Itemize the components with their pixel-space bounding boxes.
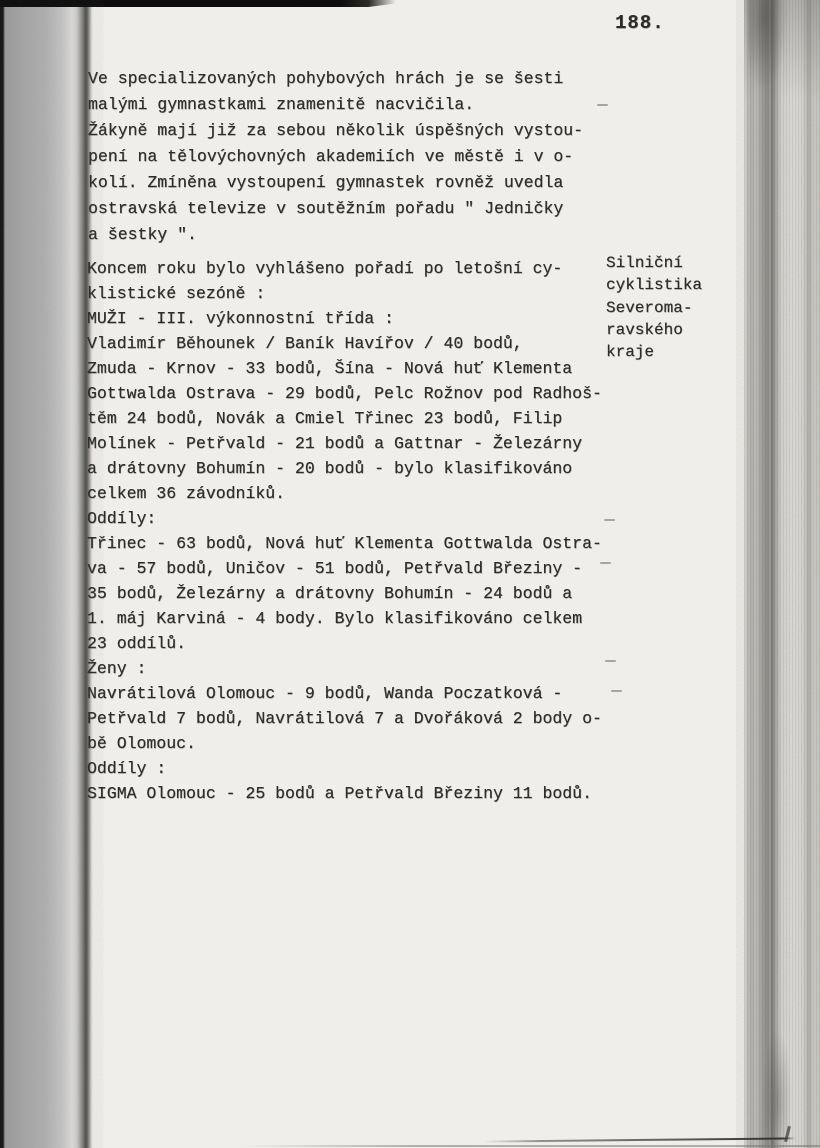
text-line: a drátovny Bohumín - 20 bodů - bylo klasifikováno	[87, 459, 573, 478]
text-line: Silniční	[606, 254, 683, 272]
text-line: klistické sezóně :	[87, 284, 266, 303]
text-line: bě Olomouc.	[87, 734, 196, 753]
text-line: těm 24 bodů, Novák a Cmiel Třinec 23 bodů, Filip	[87, 409, 563, 428]
text-line: Oddíly:	[87, 509, 157, 528]
text-line: Petřvald 7 bodů, Navrátilová 7 a Dvořáková 2 body o-	[87, 709, 602, 728]
text-line: Zmuda - Krnov - 33 bodů, Šína - Nová huť Klementa	[87, 359, 573, 378]
paragraph-gymnastics	[88, 66, 628, 248]
text-line: MUŽI - III. výkonnostní třída :	[87, 309, 394, 328]
text-line: Třinec - 63 bodů, Nová huť Klementa Gottwalda Ostra-	[87, 534, 602, 553]
text-line: 23 oddílů.	[87, 634, 187, 653]
text-line: Oddíly :	[87, 759, 167, 778]
text-line: 1. máj Karviná - 4 body. Bylo klasifikováno celkem	[87, 609, 583, 628]
text-line: Vladimír Běhounek / Baník Havířov / 40 bodů,	[87, 334, 523, 353]
text-line: Gottwalda Ostrava - 29 bodů, Pelc Rožnov pod Radhoš-	[87, 384, 602, 403]
text-line: a šestky ".	[88, 225, 197, 244]
page-edges-band	[744, 0, 820, 1148]
scan-artifact-bottom-edge	[240, 1145, 820, 1147]
text-line: ostravská televize v soutěžním pořadu " Jedničky	[88, 199, 564, 218]
text-line: kraje	[606, 343, 655, 362]
text-line: Navrátilová Olomouc - 9 bodů, Wanda Poczatková -	[87, 684, 563, 703]
text-line: Severoma-	[606, 298, 693, 317]
text-line: SIGMA Olomouc - 25 bodů a Petřvald Březiny 11 bodů.	[87, 784, 592, 803]
text-line: malými gymnastkami znamenitě nacvičila.	[88, 95, 475, 114]
text-line: va - 57 bodů, Uničov - 51 bodů, Petřvald Březiny -	[87, 559, 583, 578]
scan-edge-top-bar	[0, 0, 396, 7]
scan-smudge-top-right	[748, 0, 788, 90]
text-line: pení na tělovýchovných akademiích ve městě i v o-	[88, 147, 574, 166]
margin-note-silnicni-cyklistika	[606, 252, 736, 363]
text-line: Ženy :	[87, 659, 147, 678]
text-line: kolí. Zmíněna vystoupení gymnastek rovněž uvedla	[88, 173, 564, 192]
text-line: Molínek - Petřvald - 21 bodů a Gattnar - Železárny	[87, 434, 583, 453]
page-number: 188.	[615, 12, 665, 34]
book-binding-shadow	[0, 0, 94, 1148]
text-line: Ve specializovaných pohybových hrách je se šesti	[88, 69, 564, 88]
text-line: celkem 36 závodníků.	[87, 484, 286, 503]
text-line: Koncem roku bylo vyhlášeno pořadí po letošní cy-	[87, 259, 563, 278]
text-line: ravského	[606, 320, 683, 339]
text-line: Žákyně mají již za sebou několik úspěšných vystou-	[88, 121, 584, 140]
text-line: cyklistika	[606, 276, 703, 295]
text-line: 35 bodů, Železárny a drátovny Bohumín - 24 bodů a	[87, 584, 573, 603]
paragraph-cycling-standings	[87, 256, 627, 806]
